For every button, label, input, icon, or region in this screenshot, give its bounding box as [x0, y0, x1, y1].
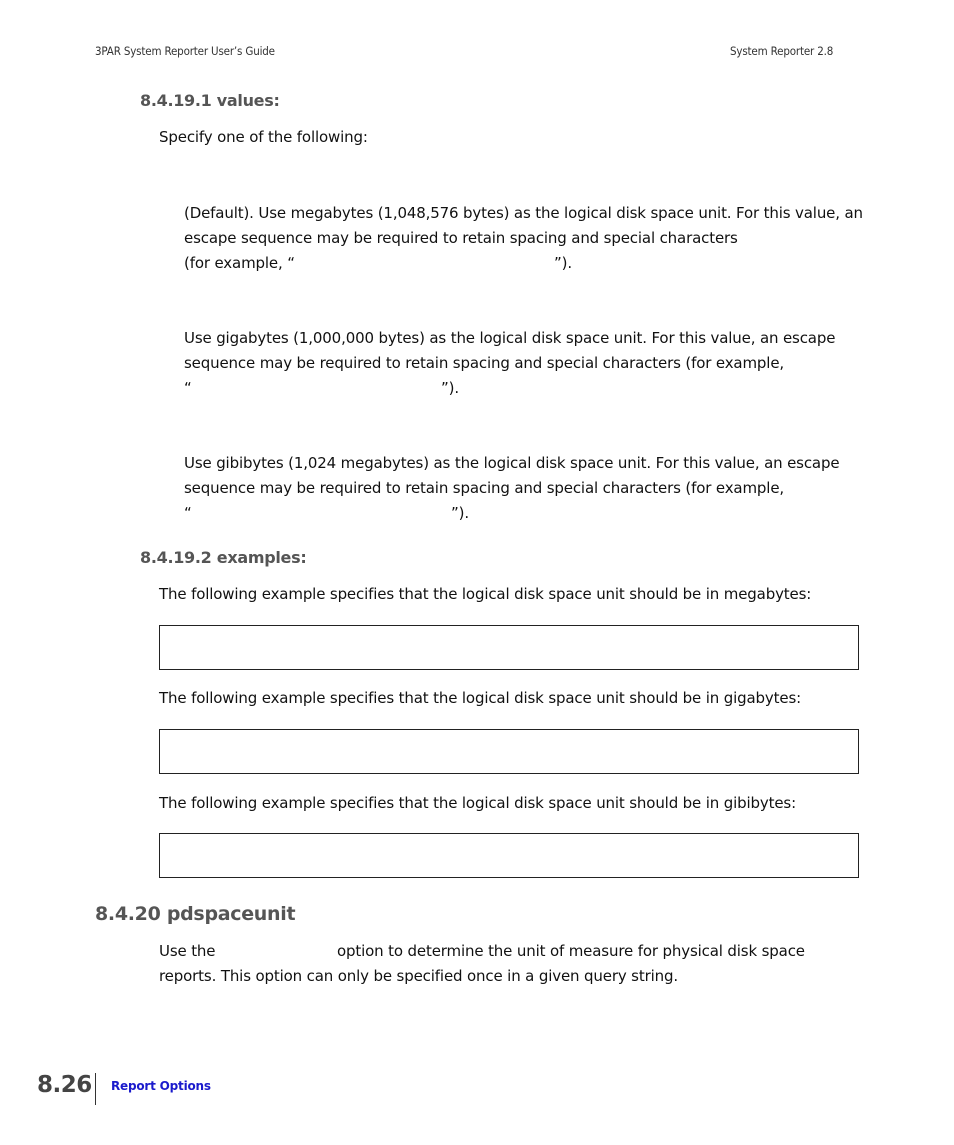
- footer-section-link[interactable]: Report Options: [111, 1079, 211, 1093]
- value-gb-line-1: Use gigabytes (1,000,000 bytes) as the logical disk space unit. For this value, an escape: [184, 329, 836, 347]
- example-gb-description: The following example specifies that the logical disk space unit should be in gigabytes:: [159, 689, 802, 707]
- example-gib-description: The following example specifies that the logical disk space unit should be in gibibytes:: [159, 794, 797, 812]
- value-gib-line-1: Use gibibytes (1,024 megabytes) as the logical disk space unit. For this value, an escape: [184, 454, 840, 472]
- values-intro: Specify one of the following:: [159, 128, 368, 146]
- value-gb-line-2: sequence may be required to retain spacing and special characters (for example,: [184, 354, 785, 372]
- value-mb-line-2: escape sequence may be required to retain spacing and special characters: [184, 229, 738, 247]
- value-gib-line-3-end: ”).: [451, 504, 469, 522]
- footer-divider: [95, 1073, 96, 1105]
- value-gb-line-3-end: ”).: [441, 379, 459, 397]
- value-mb-line-1: (Default). Use megabytes (1,048,576 bytes) as the logical disk space unit. For this value, an: [184, 204, 863, 222]
- value-gb-line-3: “: [184, 379, 192, 397]
- running-header-version: System Reporter 2.8: [730, 44, 834, 58]
- value-gib-line-3: “: [184, 504, 192, 522]
- pdspaceunit-line-1-start: Use the: [159, 942, 216, 960]
- example-gb-code-box: [159, 729, 859, 774]
- examples-heading: 8.4.19.2 examples:: [140, 548, 307, 567]
- example-mb-description: The following example specifies that the logical disk space unit should be in megabytes:: [159, 585, 812, 603]
- values-heading: 8.4.19.1 values:: [140, 91, 280, 110]
- running-header-title: 3PAR System Reporter User’s Guide: [95, 44, 275, 58]
- example-mb-code-box: [159, 625, 859, 670]
- value-mb-line-3-end: ”).: [554, 254, 572, 272]
- pdspaceunit-heading: 8.4.20 pdspaceunit: [95, 903, 296, 925]
- pdspaceunit-line-2: reports. This option can only be specified once in a given query string.: [159, 967, 678, 985]
- pdspaceunit-line-1-end: option to determine the unit of measure for physical disk space: [337, 942, 805, 960]
- page-number: 8.26: [37, 1072, 92, 1098]
- example-gib-code-box: [159, 833, 859, 878]
- value-mb-line-3: (for example, “: [184, 254, 295, 272]
- value-gib-line-2: sequence may be required to retain spacing and special characters (for example,: [184, 479, 785, 497]
